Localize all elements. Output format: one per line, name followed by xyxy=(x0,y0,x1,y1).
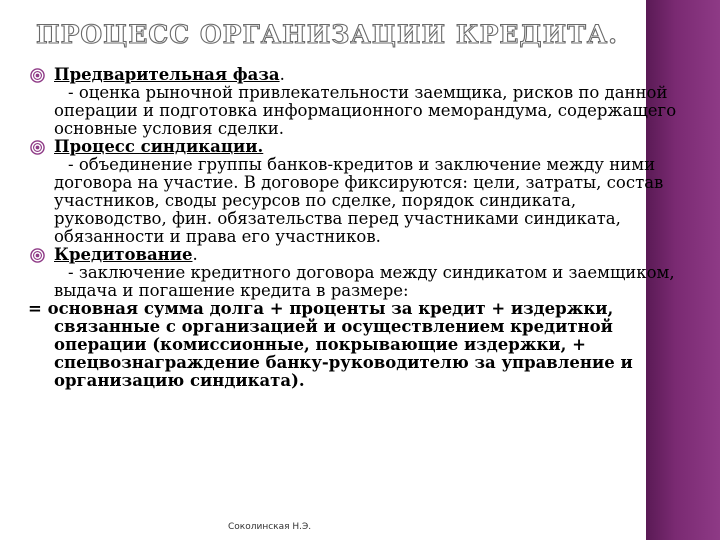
author-footer: Соколинская Н.Э. xyxy=(228,522,312,532)
item-heading: Кредитование xyxy=(54,245,193,264)
slide-title: ПРОЦЕСС ОРГАНИЗАЦИИ КРЕДИТА. xyxy=(36,20,618,49)
item-description: - заключение кредитного договора между синдикатом и заемщиком, выдача и погашение кредита в размере: xyxy=(54,263,675,300)
credit-amount-formula: = основная сумма долга + проценты за кредит + издержки, связанные с организацией и осуществлением кредитной операции (комиссионные, покрывающие издержки, + спецвознаграждение банку-руководителю за управление и организацию синдиката). xyxy=(28,299,633,390)
slide-content xyxy=(30,66,680,390)
target-bullet-icon xyxy=(30,68,45,83)
item-heading: Предварительная фаза xyxy=(54,65,280,84)
item-description: - оценка рыночной привлекательности заемщика, рисков по данной операции и подготовка информационного меморандума, содержащего основные условия сделки. xyxy=(54,83,677,138)
list-item xyxy=(30,138,680,246)
item-heading-suffix: . xyxy=(192,245,198,264)
list-item xyxy=(30,246,680,300)
item-heading-suffix: . xyxy=(279,65,285,84)
target-bullet-icon xyxy=(30,248,45,263)
list-item xyxy=(30,66,680,138)
target-bullet-icon xyxy=(30,140,45,155)
item-description: - объединение группы банков-кредитов и заключение между ними договора на участие. В договоре фиксируются: цели, затраты, состав участников, своды ресурсов по сделке, порядок синдиката, руководство, фин. обязательства перед участниками синдиката, обязанности и права его участников. xyxy=(54,155,664,246)
item-heading: Процесс синдикации. xyxy=(54,137,264,156)
